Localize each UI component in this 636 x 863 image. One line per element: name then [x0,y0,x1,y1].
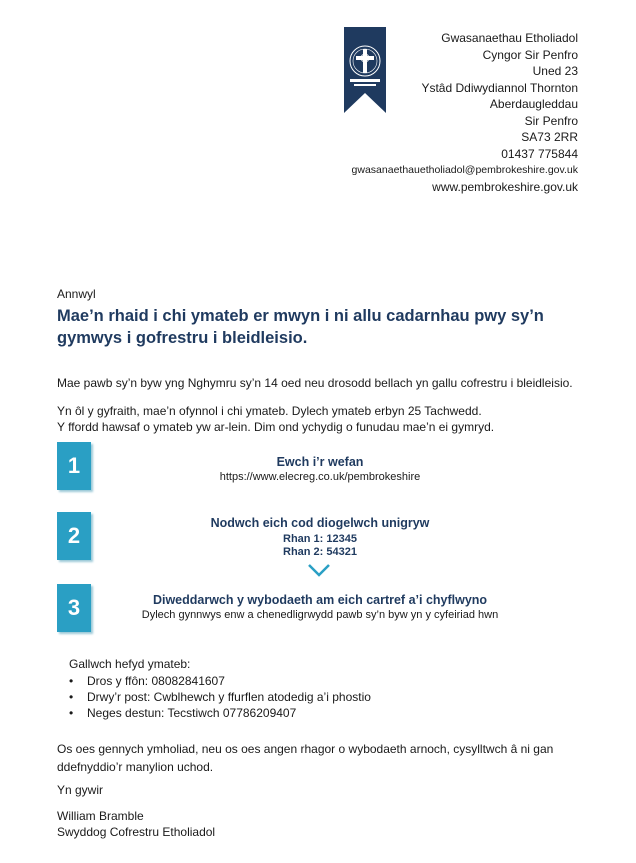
letter-heading: Mae’n rhaid i chi ymateb er mwyn i ni allu cadarnhau pwy sy’n gymwys i gofrestru i bleidleisio. [57,307,544,347]
paragraph-line: Y ffordd hawsaf o ymateb yw ar-lein. Dim ond ychydig o funudau mae’n ei gymryd. [57,420,495,434]
other-ways-label: Gallwch hefyd ymateb: [69,657,191,671]
step-3-detail: Dylech gynnwys enw a chenedligrwydd pawb sy’n byw yn y cyfeiriad hwn [141,609,499,621]
step-number-2: 2 [57,512,91,560]
phone-number: 01437 775844 [501,146,578,161]
response-paragraph [57,403,494,435]
address-line: Gwasanaethau Etholiadol [441,31,578,45]
address-line: Cyngor Sir Penfro [482,47,578,62]
other-ways-list [69,673,371,721]
list-item: • Neges destun: Tecstiwch 07786209407 [69,705,371,721]
sender-address [352,30,578,195]
address-line: Uned 23 [532,64,578,78]
security-code-part-2: Rhan 2: 54321 [283,546,357,558]
step-2-title: Nodwch eich cod diogelwch unigryw [210,516,430,530]
security-code-part-1: Rhan 1: 12345 [283,533,357,545]
website-link[interactable]: https://www.elecreg.co.uk/pembrokeshire [219,471,421,483]
step-2-content [95,516,545,559]
signoff: Yn gywir [57,783,104,797]
step-number-3: 3 [57,584,91,632]
signatory-role: Swyddog Cofrestru Etholiadol [57,825,216,839]
address-line: Aberdaugleddau [489,97,578,111]
address-line: SA73 2RR [521,130,578,144]
list-item: • Drwy’r post: Cwblhewch y ffurflen atodedig a’i phostio [69,689,371,705]
email-address[interactable]: gwasanaethauetholiadol@pembrokeshire.gov.uk [351,164,578,176]
step-3-title: Diweddarwch y wybodaeth am eich cartref a’i chyflwyno [152,593,488,607]
address-line: Ystâd Ddiwydiannol Thornton [421,80,578,95]
signatory [57,808,215,840]
contact-text: Os oes gennych ymholiad, neu os oes angen rhagor o wybodaeth arnoch, cysylltwch â ni gan ddefnyddio’r manylion uchod. [57,742,554,774]
address-line: Sir Penfro [524,113,578,128]
step-3-content [95,593,545,621]
signatory-name: William Bramble [57,809,144,823]
paragraph-line: Yn ôl y gyfraith, mae’n ofynnol i chi ymateb. Dylech ymateb erbyn 25 Tachwedd. [57,404,482,418]
list-item: • Dros y ffôn: 08082841607 [69,673,371,689]
greeting: Annwyl [57,287,96,301]
chevron-down-icon [307,563,331,577]
step-1-content [95,455,545,483]
step-1-title: Ewch i’r wefan [276,455,364,469]
intro-text: Mae pawb sy’n byw yng Nghymru sy’n 14 oed neu drosodd bellach yn gallu cofrestru i bleidleisio. [57,376,573,390]
website-address[interactable]: www.pembrokeshire.gov.uk [432,179,578,194]
step-number-1: 1 [57,442,91,490]
